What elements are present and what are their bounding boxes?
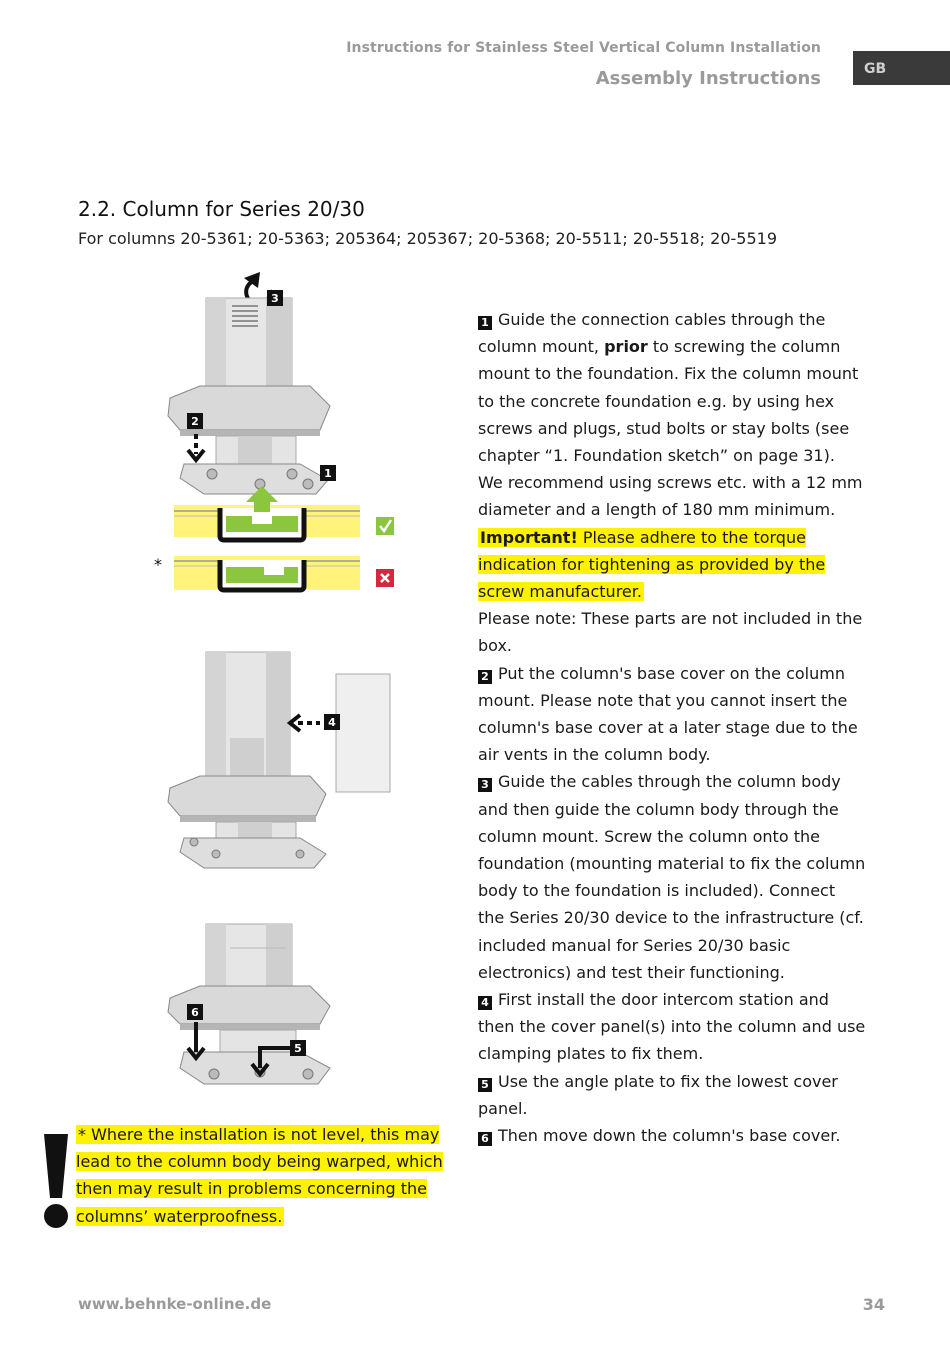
level-indicators [154,486,394,590]
step-1: 1 Guide the connection cables through the column mount, prior to screwing the column mount to the foundation. Fix the column mount to the concrete foundation e.g. by using hex screws and plugs, stud bolts or stay bolts (see chapter “1. Foundation sketch” on page 31). [478,310,859,466]
page-number: 34 [862,1295,885,1314]
step-1-recommendation: We recommend using screws etc. with a 12 mm diameter and a length of 180 mm minimum. [478,473,863,520]
warning-note: * Where the installation is not level, this may lead to the column body being warped, which then may result in problems concerning the columns’ waterproofness. [76,1125,443,1226]
language-tab: GB [853,51,950,85]
illustration-step-5-6 [168,924,330,1084]
asterisk-marker: * [154,555,162,574]
callout-2: 2 [191,415,199,428]
section-title: 2.2. Column for Series 20/30 [78,197,365,221]
step-4: 4 First install the door intercom station and then the cover panel(s) into the column and use clamping plates to fix them. [478,990,866,1064]
illustration-step-4 [168,652,390,868]
callout-4: 4 [328,716,336,729]
step-number: 1 [478,316,492,330]
callout-1: 1 [324,467,332,480]
step-5: 5 Use the angle plate to fix the lowest cover panel. [478,1071,838,1118]
step-2: 2 Put the column's base cover on the column mount. Please note that you cannot insert the column's base cover at a later stage due to the air vents in the column body. [478,663,858,765]
document-subtitle: Assembly Instructions [595,68,821,89]
callout-5: 5 [294,1042,302,1055]
step-6: 6 Then move down the column's base cover. [478,1122,866,1149]
callout-6: 6 [191,1006,199,1019]
step-3: 3 Guide the cables through the column body and then guide the column body through the column mount. Screw the column onto the foundation (mounting material to fix the column body to the foundation is included). Connect the Series 20/30 device to the infrastructure (cf. included manual for Series 20/30 basic electronics) and test their functioning. [478,772,866,982]
instruction-text [478,306,866,1149]
document-title: Instructions for Stainless Steel Vertical Column Installation [346,40,821,56]
footer-url[interactable]: www.behnke-online.de [78,1295,272,1313]
important-notice: Important! Please adhere to the torque indication for tightening as provided by the screw manufacturer. [478,527,826,602]
check-icon [376,517,394,535]
callout-3: 3 [271,292,279,305]
illustration-step-1-3 [168,272,336,494]
step-1-note: Please note: These parts are not included in the box. [478,609,863,656]
assembly-illustration [140,268,460,1098]
section-subtitle: For columns 20-5361; 20-5363; 205364; 205367; 20-5368; 20-5511; 20-5518; 20-5519 [78,229,778,248]
